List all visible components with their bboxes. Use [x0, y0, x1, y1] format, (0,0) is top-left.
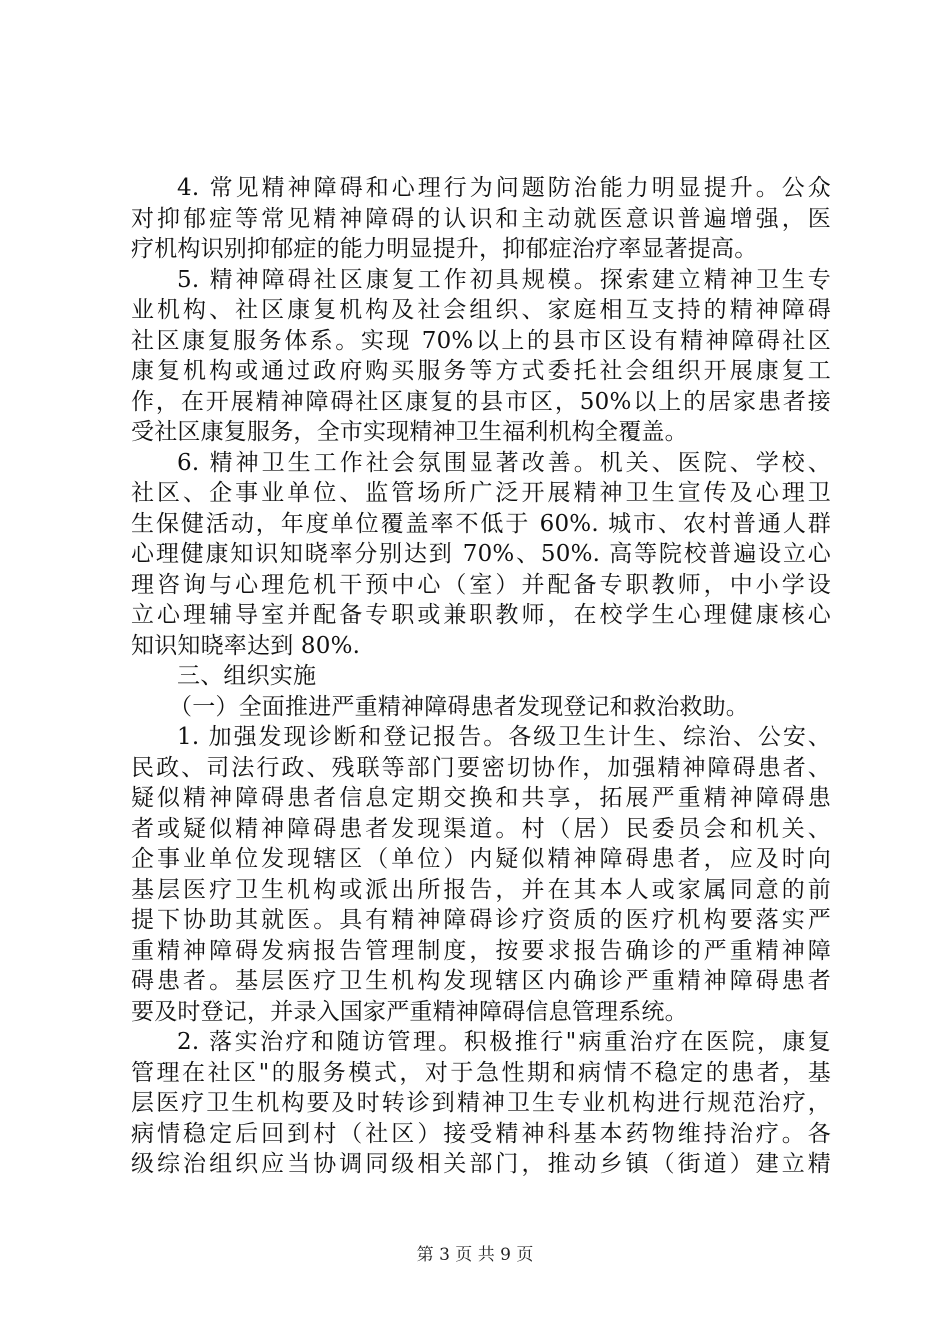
- paragraph-line: 重精神障碍发病报告管理制度，按要求报告确诊的严重精神障: [131, 937, 831, 964]
- paragraph-line: 管理在社区"的服务模式，对于急性期和病情不稳定的患者，基: [131, 1059, 831, 1086]
- subsection-heading: （一）全面推进严重精神障碍患者发现登记和救治救助。: [169, 693, 749, 720]
- paragraph-line: 6. 精神卫生工作社会氛围显著改善。机关、医院、学校、: [177, 449, 831, 476]
- paragraph-line: 康复机构或通过政府购买服务等方式委托社会组织开展康复工: [131, 358, 831, 384]
- paragraph-line: 层医疗卫生机构要及时转诊到精神卫生专业机构进行规范治疗，: [131, 1090, 831, 1116]
- paragraph-line: 业机构、社区康复机构及社会组织、家庭相互支持的精神障碍: [131, 297, 831, 323]
- paragraph-line: 社区康复服务体系。实现 70%以上的县市区设有精神障碍社区: [131, 327, 831, 354]
- paragraph-line: 企事业单位发现辖区（单位）内疑似精神障碍患者，应及时向: [131, 846, 831, 872]
- paragraph-line: 心理健康知识知晓率分别达到 70%、50%. 高等院校普遍设立心: [131, 541, 831, 567]
- document-body: [131, 173, 831, 1180]
- paragraph-line: 基层医疗卫生机构或派出所报告，并在其本人或家属同意的前: [131, 876, 831, 903]
- paragraph-line: 民政、司法行政、残联等部门要密切协作，加强精神障碍患者、: [131, 754, 831, 781]
- paragraph-line: 提下协助其就医。具有精神障碍诊疗资质的医疗机构要落实严: [131, 907, 831, 933]
- paragraph-line: 者或疑似精神障碍患者发现渠道。村（居）民委员会和机关、: [131, 815, 831, 842]
- paragraph-line: 疑似精神障碍患者信息定期交换和共享，拓展严重精神障碍患: [131, 785, 831, 811]
- section-heading: 三、组织实施: [177, 663, 317, 689]
- paragraph-line: 受社区康复服务，全市实现精神卫生福利机构全覆盖。: [131, 419, 688, 445]
- paragraph-line: 知识知晓率达到 80%.: [131, 632, 361, 659]
- paragraph-line: 碍患者。基层医疗卫生机构发现辖区内确诊严重精神障碍患者: [131, 968, 831, 994]
- paragraph-line: 病情稳定后回到村（社区）接受精神科基本药物维持治疗。各: [131, 1120, 831, 1147]
- paragraph-line: 作，在开展精神障碍社区康复的县市区，50%以上的居家患者接: [131, 388, 831, 415]
- paragraph-line: 疗机构识别抑郁症的能力明显提升，抑郁症治疗率显著提高。: [131, 236, 758, 262]
- paragraph-line: 生保健活动，年度单位覆盖率不低于 60%. 城市、农村普通人群: [131, 510, 831, 537]
- paragraph-line: 2. 落实治疗和随访管理。积极推行"病重治疗在医院，康复: [177, 1029, 831, 1055]
- paragraph-line: 5. 精神障碍社区康复工作初具规模。探索建立精神卫生专: [177, 266, 831, 293]
- paragraph-line: 理咨询与心理危机干预中心（室）并配备专职教师，中小学设: [131, 571, 831, 598]
- paragraph-line: 4. 常见精神障碍和心理行为问题防治能力明显提升。公众: [177, 175, 831, 201]
- page-footer: 第 3 页 共 9 页: [416, 1245, 534, 1265]
- paragraph-line: 要及时登记，并录入国家严重精神障碍信息管理系统。: [131, 998, 688, 1025]
- paragraph-line: 社区、企事业单位、监管场所广泛开展精神卫生宣传及心理卫: [131, 480, 831, 506]
- paragraph-line: 对抑郁症等常见精神障碍的认识和主动就医意识普遍增强，医: [131, 205, 831, 232]
- paragraph-line: 级综治组织应当协调同级相关部门，推动乡镇（街道）建立精: [131, 1151, 831, 1177]
- paragraph-line: 立心理辅导室并配备专职或兼职教师，在校学生心理健康核心: [131, 602, 831, 628]
- paragraph-line: 1. 加强发现诊断和登记报告。各级卫生计生、综治、公安、: [177, 724, 831, 750]
